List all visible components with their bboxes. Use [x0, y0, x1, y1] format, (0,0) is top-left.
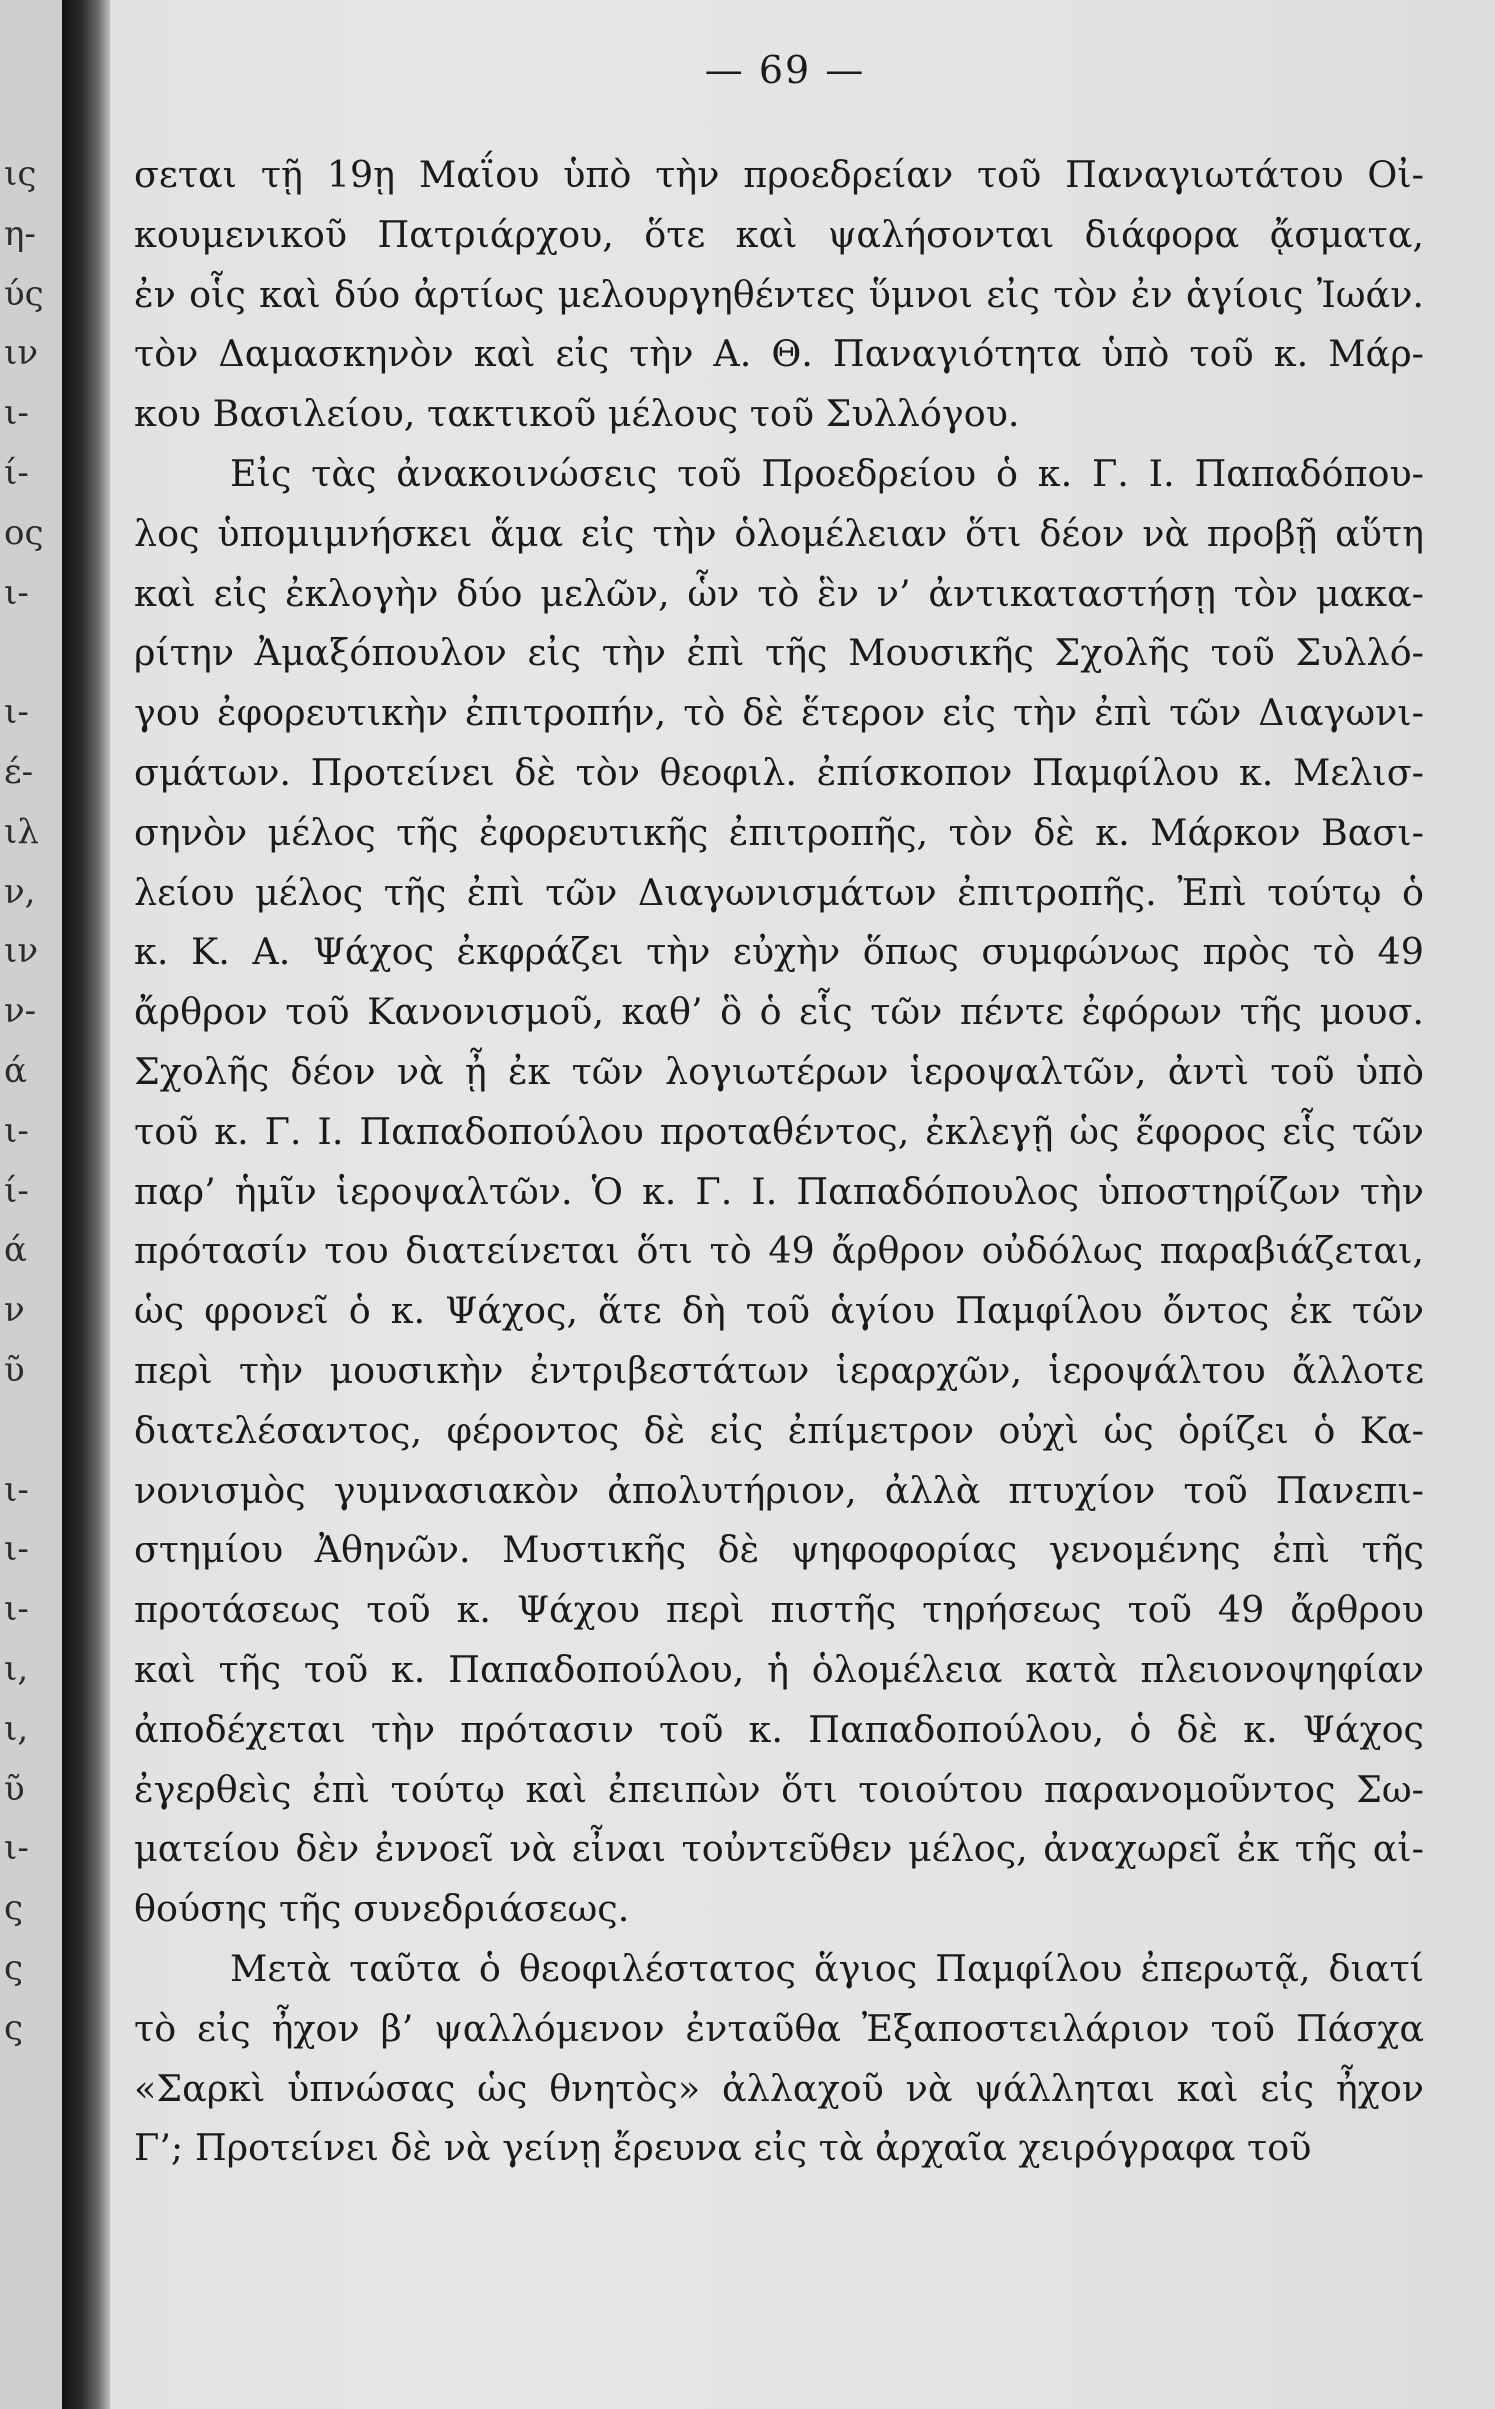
text-line: διατελέσαντος, φέροντος δὲ εἰς ἐπίμετρον οὐχὶ ὡς ὁρίζει ὁ Κα- [134, 1408, 1424, 1452]
margin-fragment: ά [4, 1230, 27, 1271]
body-text [134, 145, 1424, 2178]
text-line: σεται τῇ 19ῃ Μαΐου ὑπὸ τὴν προεδρείαν τοῦ Παναγιωτάτου Οἰ- [134, 153, 1424, 196]
margin-fragment: ι, [4, 1648, 29, 1689]
margin-fragment: ι- [4, 572, 29, 613]
text-line: ἐν οἷς καὶ δύο ἀρτίως μελουργηθέντες ὕμνοι εἰς τὸν ἐν ἁγίοις Ἰωάν. [134, 272, 1424, 316]
text-line: λος ὑπομιμνήσκει ἅμα εἰς τὴν ὁλομέλειαν ὅτι δέον νὰ προβῇ αὕτη [134, 511, 1424, 555]
margin-fragment: ῦ [4, 1768, 25, 1809]
text-line: περὶ τὴν μουσικὴν ἐντριβεστάτων ἱεραρχῶν, ἱεροψάλτου ἄλλοτε [134, 1348, 1424, 1392]
book-page [110, 0, 1495, 2409]
text-line: τὸν Δαμασκηνὸν καὶ εἰς τὴν Α. Θ. Παναγιότητα ὑπὸ τοῦ κ. Μάρ- [134, 332, 1424, 376]
text-line: σμάτων. Προτείνει δὲ τὸν θεοφιλ. ἐπίσκοπον Παμφίλου κ. Μελισ- [134, 750, 1424, 794]
margin-fragment: ῦ [4, 1349, 25, 1390]
margin-fragment: ι- [4, 1589, 29, 1630]
margin-fragment: έ- [4, 751, 34, 792]
margin-fragment: ι- [4, 692, 29, 733]
margin-fragment: ις [4, 154, 37, 194]
facing-page-text-fragments [0, 145, 60, 2118]
margin-fragment: ν, [4, 871, 36, 912]
margin-fragment: ι- [4, 393, 29, 434]
margin-fragment: ι- [4, 1110, 29, 1151]
margin-fragment [0, 1401, 60, 1461]
text-line: τοῦ κ. Γ. Ι. Παπαδοπούλου προταθέντος, ἐκλεγῇ ὡς ἔφορος εἷς τῶν [134, 1109, 1424, 1153]
paragraph [134, 1939, 1424, 2178]
margin-fragment: ιλ [4, 811, 39, 852]
text-line: Μετὰ ταῦτα ὁ θεοφιλέστατος ἅγιος Παμφίλου ἐπερωτᾷ, διατί [230, 1946, 1424, 1990]
margin-fragment: ι, [4, 1708, 29, 1749]
text-line: θούσης τῆς συνεδριάσεως. [134, 1887, 630, 1931]
text-line: ἄρθρον τοῦ Κανονισμοῦ, καθ’ ὃ ὁ εἷς τῶν πέντε ἐφόρων τῆς μουσ. [134, 990, 1424, 1034]
margin-fragment: ί- [4, 452, 29, 493]
text-line: πρότασίν του διατείνεται ὅτι τὸ 49 ἄρθρον οὐδόλως παραβιάζεται, [134, 1229, 1424, 1273]
text-line: ρίτην Ἀμαξόπουλον εἰς τὴν ἐπὶ τῆς Μουσικῆς Σχολῆς τοῦ Συλλό- [134, 631, 1424, 675]
text-line: νονισμὸς γυμνασιακὸν ἀπολυτήριον, ἀλλὰ πτυχίον τοῦ Πανεπι- [134, 1468, 1424, 1512]
margin-fragment: ν [4, 1290, 25, 1331]
margin-fragment: ιν [4, 333, 38, 374]
margin-fragment: ς [4, 2007, 24, 2048]
text-line: παρ’ ἡμῖν ἱεροψαλτῶν. Ὁ κ. Γ. Ι. Παπαδόπουλος ὑποστηρίζων τὴν [134, 1169, 1424, 1213]
text-line: Εἰς τὰς ἀνακοινώσεις τοῦ Προεδρείου ὁ κ. Γ. Ι. Παπαδόπου- [230, 451, 1424, 495]
text-line: ἐγερθεὶς ἐπὶ τούτῳ καὶ ἐπειπὼν ὅτι τοιούτου παρανομοῦντος Σω- [134, 1767, 1424, 1811]
margin-fragment [0, 623, 60, 683]
text-line: κ. Κ. Α. Ψάχος ἐκφράζει τὴν εὐχὴν ὅπως συμφώνως πρὸς τὸ 49 [134, 930, 1424, 974]
text-line: Γ’; Προτείνει δὲ νὰ γείνῃ ἔρευνα εἰς τὰ ἀρχαῖα χειρόγραφα τοῦ [134, 2126, 1312, 2170]
margin-fragment: ύς [4, 273, 44, 314]
text-line: ὡς φρονεῖ ὁ κ. Ψάχος, ἅτε δὴ τοῦ ἁγίου Παμφίλου ὄντος ἐκ τῶν [134, 1289, 1424, 1333]
margin-fragment: ι- [4, 1529, 29, 1570]
margin-fragment: ς [4, 1888, 24, 1929]
margin-fragment: η- [4, 213, 36, 254]
text-line: τὸ εἰς ἦχον β’ ψαλλόμενον ἐνταῦθα Ἐξαποστειλάριον τοῦ Πάσχα [134, 2006, 1424, 2050]
book-gutter-shadow [62, 0, 110, 2409]
text-line: «Σαρκὶ ὑπνώσας ὡς θνητὸς» ἀλλαχοῦ νὰ ψάλληται καὶ εἰς ἦχον [134, 2066, 1424, 2110]
margin-fragment: ί- [4, 1170, 29, 1211]
text-line: λείου μέλος τῆς ἐπὶ τῶν Διαγωνισμάτων ἐπιτροπῆς. Ἐπὶ τούτῳ ὁ [134, 870, 1424, 914]
page-number: — 69 — [704, 48, 866, 92]
text-line: ματείου δὲν ἐννοεῖ νὰ εἶναι τοὐντεῦθεν μέλος, ἀναχωρεῖ ἐκ τῆς αἰ- [134, 1827, 1424, 1871]
text-line: προτάσεως τοῦ κ. Ψάχου περὶ πιστῆς τηρήσεως τοῦ 49 ἄρθρου [134, 1588, 1424, 1632]
text-line: στημίου Ἀθηνῶν. Μυστικῆς δὲ ψηφοφορίας γενομένης ἐπὶ τῆς [134, 1528, 1424, 1572]
margin-fragment: ά [4, 1050, 27, 1091]
text-line: σηνὸν μέλος τῆς ἐφορευτικῆς ἐπιτροπῆς, τὸν δὲ κ. Μάρκον Βασι- [134, 810, 1424, 854]
text-line: Σχολῆς δέον νὰ ᾖ ἐκ τῶν λογιωτέρων ἱεροψαλτῶν, ἀντὶ τοῦ ὑπὸ [134, 1049, 1424, 1093]
margin-fragment: ι- [4, 1828, 29, 1869]
paragraph [134, 145, 1424, 444]
margin-fragment: ι- [4, 1469, 29, 1510]
text-line: καὶ εἰς ἐκλογὴν δύο μελῶν, ὧν τὸ ἓν ν’ ἀντικαταστήσῃ τὸν μακα- [134, 571, 1424, 615]
margin-fragment: ιν [4, 931, 38, 972]
text-line: γου ἐφορευτικὴν ἐπιτροπήν, τὸ δὲ ἕτερον εἰς τὴν ἐπὶ τῶν Διαγωνι- [134, 691, 1424, 735]
text-line: κου Βασιλείου, τακτικοῦ μέλους τοῦ Συλλόγου. [134, 392, 1020, 436]
margin-fragment: ν- [4, 991, 37, 1032]
margin-fragment [0, 2059, 60, 2119]
text-line: κουμενικοῦ Πατριάρχου, ὅτε καὶ ψαλήσονται διάφορα ᾄσματα, [134, 212, 1424, 256]
paragraph [134, 444, 1424, 1939]
margin-fragment: ος [4, 512, 44, 553]
margin-fragment: ς [4, 1947, 24, 1988]
text-line: καὶ τῆς τοῦ κ. Παπαδοπούλου, ἡ ὁλομέλεια κατὰ πλειονοψηφίαν [134, 1647, 1424, 1691]
text-line: ἀποδέχεται τὴν πρότασιν τοῦ κ. Παπαδοπούλου, ὁ δὲ κ. Ψάχος [134, 1707, 1424, 1751]
